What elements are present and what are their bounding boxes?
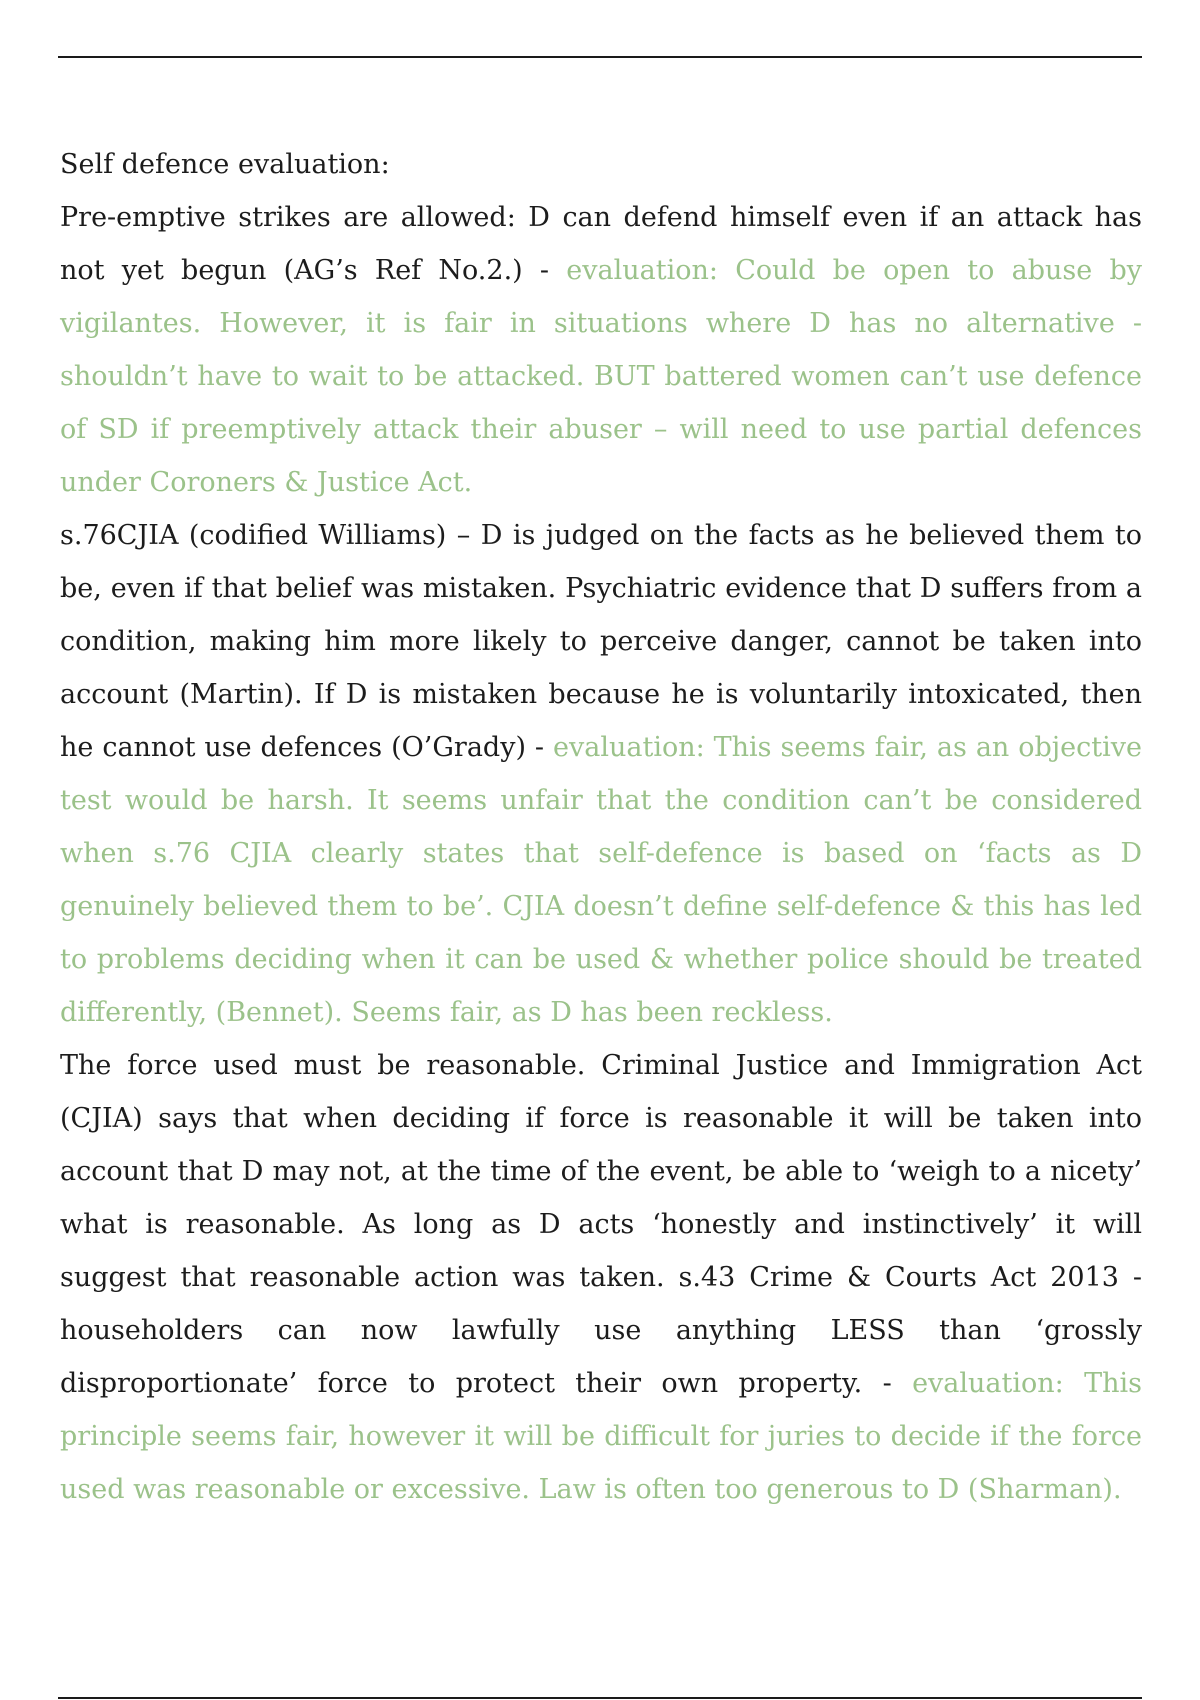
document-body: [60, 138, 1142, 1516]
evaluation-text: evaluation: This seems fair, as an objective test would be harsh. It seems unfair that the condition can’t be considered when s.76 CJIA clearly states that self-defence is based on ‘facts as D genuinely believed them to be’. CJIA doesn’t define self-defence & this has led to problems deciding when it can be used & whether police should be treated differently, (Bennet). Seems fair, as D has been reckless.: [60, 732, 1142, 1028]
paragraph-text: Pre-emptive strikes are allowed: D can defend himself even if an attack has not yet begun (AG’s Ref No.2.) -: [60, 202, 1142, 286]
bottom-rule: [58, 1697, 1142, 1699]
paragraph-preemptive-strikes: [60, 191, 1142, 509]
top-rule: [58, 56, 1142, 58]
evaluation-text: evaluation: Could be open to abuse by vigilantes. However, it is fair in situations where D has no alternative - shouldn’t have to wait to be attacked. BUT battered women can’t use defence of SD if preemptively attack their abuser – will need to use partial defences under Coroners & Justice Act.: [60, 255, 1142, 498]
paragraph-s76-cjia: [60, 509, 1142, 1039]
evaluation-text: evaluation: This principle seems fair, however it will be difficult for juries to decide if the force used was reasonable or excessive. Law is often too generous to D (Sharman).: [60, 1368, 1142, 1505]
paragraph-text: The force used must be reasonable. Criminal Justice and Immigration Act (CJIA) says that when deciding if force is reasonable it will be taken into account that D may not, at the time of the event, be able to ‘weigh to a nicety’ what is reasonable. As long as D acts ‘honestly and instinctively’ it will suggest that reasonable action was taken. s.43 Crime & Courts Act 2013 - householders can now lawfully use anything LESS than ‘grossly disproportionate’ force to protect their own property. -: [60, 1050, 1142, 1399]
paragraph-text: s.76CJIA (codified Williams) – D is judged on the facts as he believed them to be, even if that belief was mistaken. Psychiatric evidence that D suffers from a condition, making him more likely to perceive danger, cannot be taken into account (Martin). If D is mistaken because he is voluntarily intoxicated, then he cannot use defences (O’Grady) -: [60, 520, 1142, 763]
paragraph-reasonable-force: [60, 1039, 1142, 1516]
page-heading: Self defence evaluation:: [60, 149, 390, 180]
